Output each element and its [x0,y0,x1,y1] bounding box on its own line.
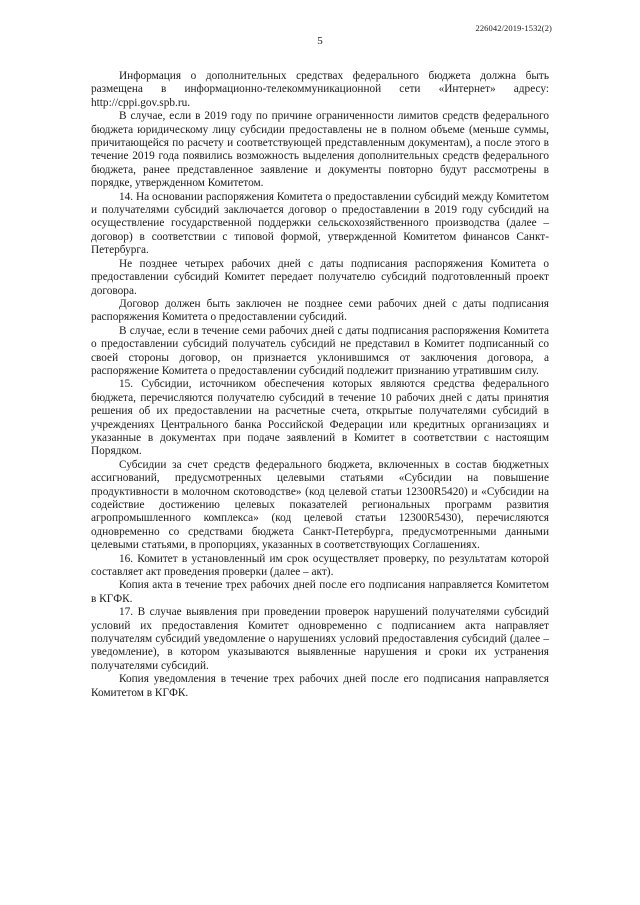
document-id: 226042/2019-1532(2) [475,23,552,33]
document-body [91,70,549,700]
paragraph-agreement-deadline: Договор должен быть заключен не позднее семи рабочих дней с даты подписания распоряжения Комитета о предоставлении субсидий. [91,297,549,324]
paragraph-limited-funds: В случае, если в 2019 году по причине ограниченности лимитов средств федерального бюджета юридическому лицу субсидии предоставлены не в полном объеме (меньше суммы, причитающейся по расчету и соответствующей представленным документам), а после этого в течение 2019 года появились возможность выделения дополнительных средств федерального бюджета, ранее представленное заявление и документы повторно будут рассмотрены в порядке, утвержденном Комитетом. [91,110,549,190]
paragraph-17-violations: 17. В случае выявления при проведении проверок нарушений получателями субсидий условий их предоставления Комитет одновременно с подписанием акта направляет получателям субсидий уведомление о нарушениях условий предоставления субсидий (далее – уведомление), в котором указываются выявленные нарушения и сроки их устранения получателями субсидий. [91,606,549,672]
paragraph-act-copy: Копия акта в течение трех рабочих дней после его подписания направляется Комитетом в КГФК. [91,579,549,605]
paragraph-federal-funds-info: Информация о дополнительных средствах федерального бюджета должна быть размещена в информационно-телекоммуникационной сети «Интернет» адресу: http://cppi.gov.spb.ru. [91,70,549,109]
paragraph-evasion: В случае, если в течение семи рабочих дней с даты подписания распоряжения Комитета о предоставлении субсидий получатель субсидий не представил в Комитет подписанный со своей стороны договор, он признается уклонившимся от заключения договора, а распоряжение Комитета о предоставлении субсидий подлежит признанию утратившим силу. [91,324,549,377]
paragraph-16-inspection: 16. Комитет в установленный им срок осуществляет проверку, по результатам которой составляет акт проведения проверки (далее – акт). [91,552,549,579]
paragraph-draft-transfer: Не позднее четырех рабочих дней с даты подписания распоряжения Комитета о предоставлении субсидий Комитет передает получателю субсидий подготовленный проект договора. [91,257,549,297]
paragraph-notice-copy: Копия уведомления в течение трех рабочих дней после его подписания направляется Комитетом в КГФК. [91,673,549,699]
page-number: 5 [317,35,323,47]
paragraph-budget-allocations: Субсидии за счет средств федерального бюджета, включенных в состав бюджетных ассигнований, предусмотренных целевыми статьями «Субсидии на повышение продуктивности в молочном скотоводстве» (код целевой статьи 12300R5420) и «Субсидии на содействие достижению целевых показателей региональных программ развития агропромышленного комплекса» (код целевой статьи 12300R5430), перечисляются одновременно со средствами бюджета Санкт-Петербурга, предусмотренными данными целевыми статьями, в пропорциях, указанных в соответствующих Соглашениях. [91,458,549,552]
paragraph-14-agreement: 14. На основании распоряжения Комитета о предоставлении субсидий между Комитетом и получателями субсидий заключается договор о предоставлении в 2019 году субсидий на осуществление государственной поддержки сельскохозяйственного производства (далее – договор) в соответствии с типовой формой, утвержденной Комитетом финансов Санкт-Петербурга. [91,190,549,257]
paragraph-15-transfer: 15. Субсидии, источником обеспечения которых являются средства федерального бюджета, перечисляются получателю субсидий в течение 10 рабочих дней с даты принятия решения об их предоставлении на расчетные счета, открытые получателями субсидий в учреждениях Центрального банка Российской Федерации или кредитных организациях и указанные в документах при подаче заявлений в Комитет в соответствии с настоящим Порядком. [91,378,549,458]
